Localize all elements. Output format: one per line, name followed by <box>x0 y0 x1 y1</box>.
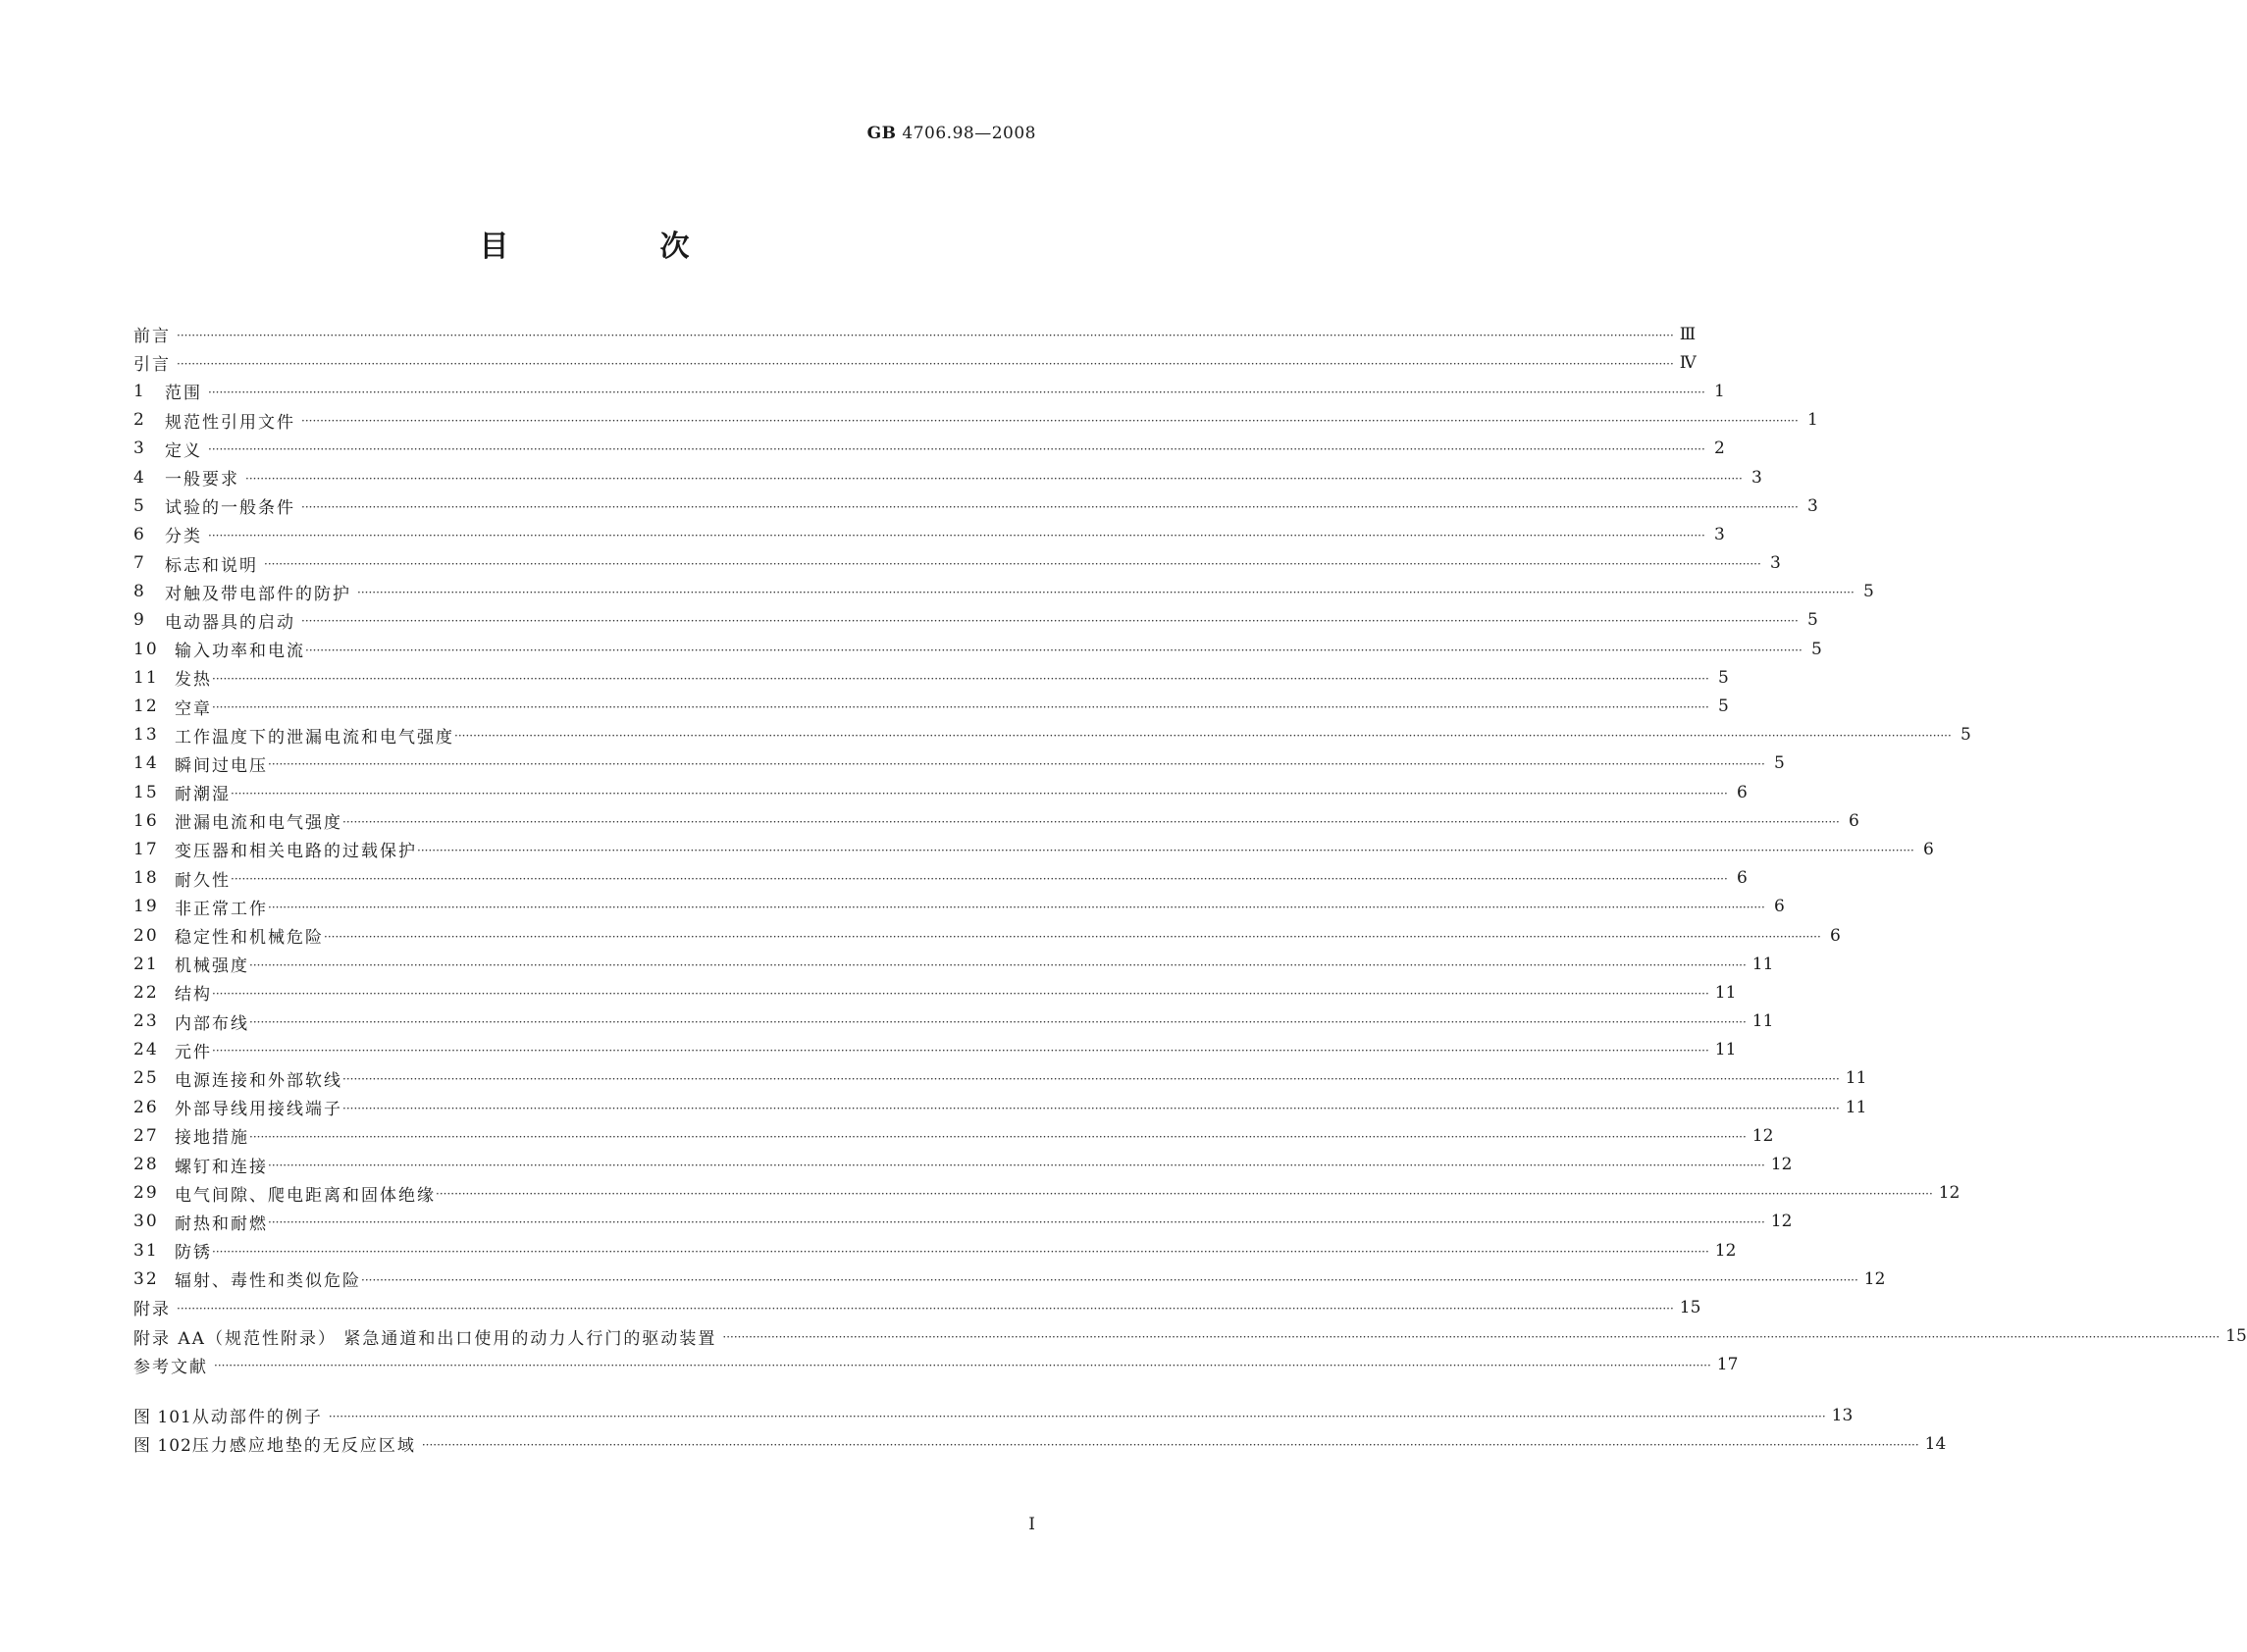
dot-leader: ················································································································································································································································································································································································································ <box>342 1072 1840 1087</box>
toc-entry-number: 11 <box>133 667 159 688</box>
dot-leader: ················································································································································································································································································································································································································ <box>264 557 1761 572</box>
toc-entry[interactable] <box>133 348 1697 377</box>
toc-entry-number: 8 <box>133 582 146 602</box>
toc-entry-page: 12 <box>1714 1240 1737 1261</box>
toc-entry[interactable] <box>133 377 1725 405</box>
toc-entry-page: 5 <box>1717 697 1729 717</box>
toc-entry-label: 非正常工作 <box>175 899 268 919</box>
toc-entry[interactable] <box>133 463 1762 491</box>
toc-entry-page: 3 <box>1751 467 1762 488</box>
toc-entry[interactable] <box>133 435 1725 463</box>
toc-entry-page: Ⅲ <box>1679 324 1697 344</box>
toc-entry-number: 25 <box>133 1068 159 1089</box>
toc-entry-label: 工作温度下的泄漏电流和电气强度 <box>175 727 454 748</box>
standard-prefix: GB <box>866 124 897 143</box>
toc-entry-label: 附录 AA（规范性附录） 紧急通道和出口使用的动力人行门的驱动装置 <box>133 1328 717 1349</box>
dot-leader: ················································································································································································································································································································································································································ <box>249 1129 1747 1144</box>
dot-leader: ················································································································································································································································································································································································································ <box>301 499 1799 514</box>
dot-leader: ················································································································································································································································································································································································································ <box>231 872 1728 887</box>
toc-entry-page: 6 <box>1773 897 1785 917</box>
toc-entry-number: 16 <box>133 810 159 831</box>
toc-entry-label: 试验的一般条件 <box>165 498 295 519</box>
toc-entry-page: 12 <box>1770 1155 1793 1175</box>
toc-entry-number: 6 <box>133 524 146 544</box>
toc-entry-number: 18 <box>133 868 159 889</box>
figure-list <box>133 1401 1947 1458</box>
toc-entry-label: 规范性引用文件 <box>165 412 295 433</box>
dot-leader: ················································································································································································································································································································································································································ <box>417 843 1914 857</box>
toc-entry-page: 3 <box>1713 524 1725 544</box>
dot-leader: ················································································································································································································································································································································································································ <box>454 729 1952 744</box>
toc-entry[interactable] <box>133 1293 1701 1321</box>
toc-entry-label: 瞬间过电压 <box>175 755 268 776</box>
toc-entry-page: 6 <box>1848 810 1859 831</box>
dot-leader: ················································································································································································································································································································································································································ <box>361 1272 1858 1287</box>
dot-leader: ················································································································································································································································································································································································································ <box>249 957 1747 972</box>
toc-entry-label: 辐射、毒性和类似危险 <box>175 1271 361 1292</box>
toc-entry[interactable] <box>133 835 1934 863</box>
dot-leader: ················································································································································································································································································································································································································ <box>231 786 1728 800</box>
toc-entry-label: 前言 <box>133 327 171 347</box>
dot-leader: ················································································································································································································································································································································································································ <box>208 385 1705 399</box>
toc-entry-page: 6 <box>1736 782 1748 802</box>
toc-entry[interactable] <box>133 978 1737 1007</box>
toc-entry[interactable] <box>133 806 1859 835</box>
standard-number: 4706.98—2008 <box>902 124 1036 143</box>
toc-entry-label: 耐久性 <box>175 870 231 891</box>
toc-entry-page: 3 <box>1806 495 1818 516</box>
toc-entry[interactable] <box>133 520 1725 548</box>
page-title: 目 次 <box>479 230 751 264</box>
toc-entry-label: 接地措施 <box>175 1128 249 1149</box>
toc-entry[interactable] <box>133 950 1774 978</box>
dot-leader: ················································································································································································································································································································································································································ <box>212 1244 1709 1259</box>
toc-entry-label: 内部布线 <box>175 1013 249 1034</box>
toc-entry-label: 电气间隙、爬电距离和固体绝缘 <box>175 1185 436 1206</box>
toc-entry-label: 电动器具的启动 <box>165 612 295 633</box>
toc-entry[interactable] <box>133 1121 1774 1150</box>
figure-entry[interactable] <box>133 1429 1947 1458</box>
toc-entry-number: 1 <box>133 381 146 401</box>
toc-entry-page: 5 <box>1806 610 1818 631</box>
figure-title: 从动部件的例子 <box>191 1408 323 1428</box>
toc-entry-number: 27 <box>133 1125 159 1146</box>
toc-entry-label: 防锈 <box>175 1243 212 1264</box>
toc-entry[interactable] <box>133 1036 1737 1064</box>
dot-leader: ················································································································································································································································································································································································································ <box>214 1359 1711 1373</box>
toc-entry[interactable] <box>133 1265 1886 1293</box>
dot-leader: ················································································································································································································································································································································································································ <box>301 414 1799 429</box>
dot-leader: ················································································································································································································································································································································································································ <box>268 901 1765 915</box>
figure-title: 压力感应地垫的无反应区域 <box>191 1436 416 1457</box>
toc-entry-label: 对触及带电部件的防护 <box>165 584 351 604</box>
toc-entry[interactable] <box>133 1064 1867 1093</box>
toc-entry-number: 20 <box>133 925 159 946</box>
figure-number: 图 102 <box>133 1436 192 1457</box>
dot-leader: ················································································································································································································································································································································································································ <box>357 586 1855 600</box>
toc-entry-number: 28 <box>133 1155 159 1175</box>
dot-leader: ················································································································································································································································································································································································································ <box>208 528 1705 542</box>
toc-entry-page: 11 <box>1845 1068 1867 1089</box>
toc-entry-page: 11 <box>1751 1011 1774 1032</box>
toc-entry-page: 6 <box>1922 839 1934 859</box>
standard-code <box>867 124 1036 143</box>
toc-entry-number: 31 <box>133 1240 159 1261</box>
toc-entry-number: 13 <box>133 725 159 746</box>
dot-leader: ················································································································································································································································································································································································································ <box>324 929 1821 944</box>
toc-entry[interactable] <box>133 578 1874 606</box>
toc-entry-label: 泄漏电流和电气强度 <box>175 813 342 834</box>
toc-entry-label: 输入功率和电流 <box>175 642 305 662</box>
toc-entry-page: 12 <box>1938 1183 1960 1204</box>
toc-entry-number: 10 <box>133 639 159 659</box>
toc-entry-label: 分类 <box>165 527 202 547</box>
dot-leader: ················································································································································································································································································································································································································ <box>722 1330 2221 1345</box>
dot-leader: ················································································································································································································································································································································································································ <box>208 442 1705 457</box>
toc-entry[interactable] <box>133 1179 1960 1208</box>
toc-entry-page: 5 <box>1960 725 1971 746</box>
toc-entry-label: 一般要求 <box>165 470 239 490</box>
toc-entry-number: 5 <box>133 495 146 516</box>
toc-entry-page: 11 <box>1714 1040 1737 1060</box>
figure-entry[interactable] <box>133 1401 1854 1429</box>
toc-entry[interactable] <box>133 406 1818 435</box>
toc-entry-number: 19 <box>133 897 159 917</box>
toc-entry-label: 标志和说明 <box>165 555 258 576</box>
dot-leader: ················································································································································································································································································································································································································ <box>268 757 1765 772</box>
toc-entry-label: 耐热和耐燃 <box>175 1213 268 1234</box>
dot-leader: ················································································································································································································································································································································································································ <box>212 700 1709 715</box>
dot-leader: ················································································································································································································································································································································································································ <box>268 1215 1765 1230</box>
toc-entry-page: 15 <box>1679 1297 1701 1317</box>
toc-entry-label: 机械强度 <box>175 956 249 977</box>
toc-entry[interactable] <box>133 921 1841 950</box>
toc-entry-page: Ⅳ <box>1679 352 1697 373</box>
toc-entry-page: 3 <box>1769 553 1781 574</box>
toc-entry-page: 17 <box>1716 1355 1739 1375</box>
dot-leader: ················································································································································································································································································································································································································ <box>342 1101 1840 1115</box>
table-of-contents <box>133 320 2247 1379</box>
dot-leader: ················································································································································································································································································································································································································ <box>421 1437 1919 1452</box>
toc-entry-page: 5 <box>1773 753 1785 774</box>
toc-entry[interactable] <box>133 1007 1774 1036</box>
dot-leader: ················································································································································································································································································································································································································ <box>268 1159 1765 1173</box>
toc-entry-label: 空章 <box>175 698 212 719</box>
toc-entry-page: 11 <box>1714 982 1737 1003</box>
figure-number: 图 101 <box>133 1408 192 1428</box>
toc-entry-page: 15 <box>2225 1326 2247 1347</box>
toc-entry-label: 变压器和相关电路的过载保护 <box>175 842 417 862</box>
dot-leader: ················································································································································································································································································································································································································ <box>245 471 1743 486</box>
toc-entry[interactable] <box>133 1208 1793 1236</box>
page-number: Ⅰ <box>1028 1515 1035 1534</box>
toc-entry-label: 结构 <box>175 985 212 1006</box>
toc-entry-number: 29 <box>133 1183 159 1204</box>
toc-entry-page: 12 <box>1863 1268 1886 1289</box>
dot-leader: ················································································································································································································································································································································································································ <box>436 1187 1933 1202</box>
toc-entry[interactable] <box>133 491 1818 520</box>
toc-entry-page: 2 <box>1713 439 1725 459</box>
toc-entry[interactable] <box>133 692 1729 720</box>
toc-entry-label: 电源连接和外部软线 <box>175 1070 342 1091</box>
toc-entry[interactable] <box>133 778 1748 806</box>
toc-entry-number: 26 <box>133 1097 159 1117</box>
toc-entry-number: 7 <box>133 553 146 574</box>
toc-entry-label: 稳定性和机械危险 <box>175 928 324 949</box>
toc-entry-number: 17 <box>133 839 159 859</box>
toc-entry-page: 5 <box>1810 639 1822 659</box>
figure-page-number: 13 <box>1831 1405 1854 1425</box>
toc-entry-label: 引言 <box>133 355 171 376</box>
toc-entry-page: 11 <box>1751 954 1774 974</box>
dot-leader: ················································································································································································································································································································································································································ <box>212 671 1709 686</box>
toc-entry-label: 定义 <box>165 440 202 461</box>
toc-entry-number: 15 <box>133 782 159 802</box>
toc-entry-page: 6 <box>1736 868 1748 889</box>
toc-entry-number: 24 <box>133 1040 159 1060</box>
toc-entry-number: 32 <box>133 1268 159 1289</box>
toc-entry-number: 2 <box>133 410 146 431</box>
toc-entry-page: 1 <box>1713 381 1725 401</box>
toc-entry-number: 22 <box>133 982 159 1003</box>
toc-entry-label: 附录 <box>133 1300 171 1320</box>
toc-entry-number: 9 <box>133 610 146 631</box>
dot-leader: ················································································································································································································································································································································································································ <box>177 1301 1674 1316</box>
toc-entry-number: 14 <box>133 753 159 774</box>
toc-entry-page: 12 <box>1751 1125 1774 1146</box>
toc-entry-label: 元件 <box>175 1042 212 1062</box>
dot-leader: ················································································································································································································································································································································································································ <box>342 814 1840 829</box>
toc-entry[interactable] <box>133 320 1697 348</box>
toc-entry[interactable] <box>133 635 1822 663</box>
toc-entry-label: 耐潮湿 <box>175 785 231 805</box>
toc-entry-number: 4 <box>133 467 146 488</box>
dot-leader: ················································································································································································································································································································································································································ <box>328 1409 1826 1423</box>
toc-entry-number: 12 <box>133 697 159 717</box>
dot-leader: ················································································································································································································································································································································································································ <box>301 614 1799 629</box>
toc-entry[interactable] <box>133 549 1781 578</box>
toc-entry-page: 5 <box>1717 667 1729 688</box>
toc-entry[interactable] <box>133 1150 1793 1178</box>
toc-entry-number: 30 <box>133 1212 159 1232</box>
toc-entry[interactable] <box>133 606 1818 635</box>
toc-entry[interactable] <box>133 721 1971 749</box>
toc-entry-page: 11 <box>1845 1097 1867 1117</box>
toc-entry[interactable] <box>133 864 1748 893</box>
toc-entry[interactable] <box>133 1236 1737 1265</box>
toc-entry-page: 6 <box>1829 925 1841 946</box>
toc-entry-page: 12 <box>1770 1212 1793 1232</box>
toc-entry-number: 21 <box>133 954 159 974</box>
dot-leader: ················································································································································································································································································································································································································ <box>249 1015 1747 1030</box>
toc-entry[interactable] <box>133 1093 1867 1121</box>
toc-entry[interactable] <box>133 1351 1739 1379</box>
toc-entry-number: 3 <box>133 439 146 459</box>
dot-leader: ················································································································································································································································································································································································································ <box>177 356 1674 371</box>
toc-entry-label: 外部导线用接线端子 <box>175 1100 342 1120</box>
toc-entry-label: 螺钉和连接 <box>175 1157 268 1177</box>
toc-entry[interactable] <box>133 749 1785 778</box>
toc-entry-number: 23 <box>133 1011 159 1032</box>
dot-leader: ················································································································································································································································································································································································································ <box>305 643 1803 657</box>
toc-entry[interactable] <box>133 1322 2247 1351</box>
toc-entry-label: 发热 <box>175 670 212 691</box>
toc-entry[interactable] <box>133 893 1785 921</box>
toc-entry[interactable] <box>133 663 1729 692</box>
toc-entry-page: 5 <box>1862 582 1874 602</box>
dot-leader: ················································································································································································································································································································································································································ <box>177 328 1674 342</box>
figure-page-number: 14 <box>1924 1433 1947 1454</box>
toc-entry-label: 范围 <box>165 384 202 404</box>
toc-entry-page: 1 <box>1806 410 1818 431</box>
dot-leader: ················································································································································································································································································································································································································ <box>212 986 1709 1001</box>
dot-leader: ················································································································································································································································································································································································································ <box>212 1044 1709 1058</box>
toc-entry-label: 参考文献 <box>133 1357 208 1377</box>
